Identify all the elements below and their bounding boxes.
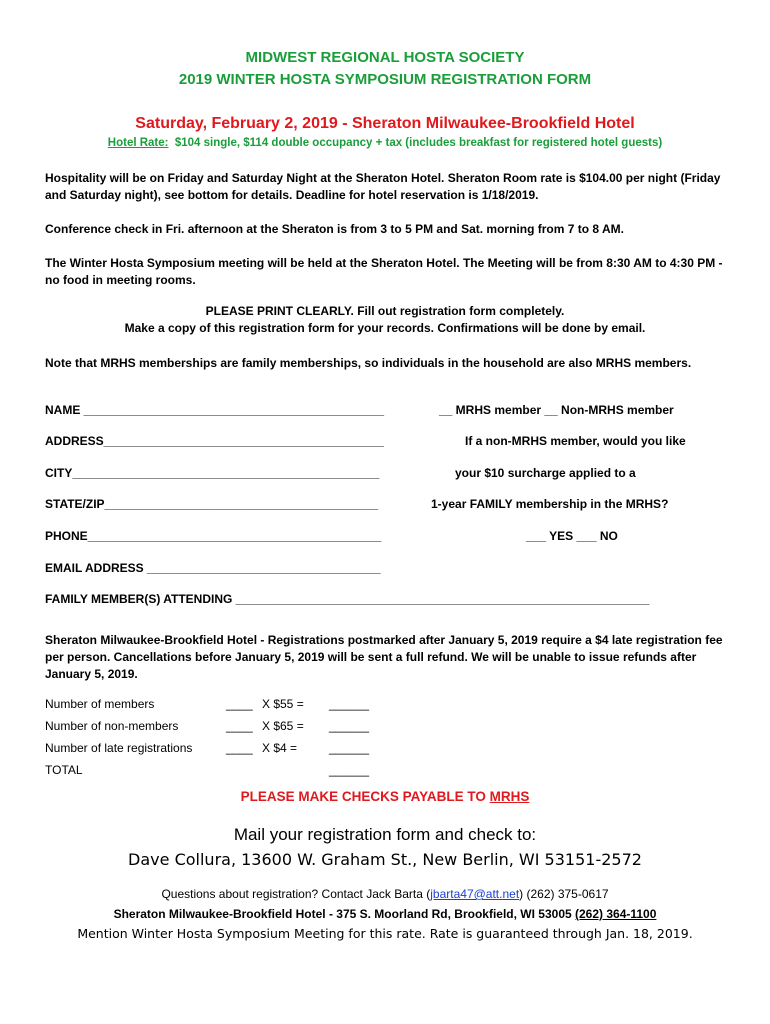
fee-op-nonmembers: X $65 =: [262, 719, 304, 733]
contact-phone-text: ) (262) 375-0617: [519, 887, 609, 901]
checks-payee: MRHS: [489, 789, 530, 804]
membership-question-1: If a non-MRHS member, would you like: [465, 434, 686, 448]
hotel-phone: (262) 364-1100: [575, 907, 657, 921]
email-field[interactable]: EMAIL ADDRESS ___________________________________: [45, 561, 381, 575]
member-status-choice[interactable]: __ MRHS member __ Non-MRHS member: [439, 403, 674, 417]
mail-instruction: Mail your registration form and check to:: [233, 825, 537, 844]
org-title: MIDWEST REGIONAL HOSTA SOCIETY: [245, 49, 525, 66]
fee-label-nonmembers: Number of non-members: [45, 719, 179, 733]
fee-blank-members[interactable]: ____: [226, 697, 253, 711]
fee-total-members[interactable]: ______: [329, 697, 370, 711]
contact-line: [0, 887, 770, 901]
fee-total-nonmembers[interactable]: ______: [329, 719, 370, 733]
membership-question-2: your $10 surcharge applied to a: [455, 466, 636, 480]
hotel-rate-line: [0, 137, 770, 149]
address-field[interactable]: ADDRESS__________________________________________: [45, 434, 384, 448]
contact-text: Questions about registration? Contact Jack Barta (: [161, 887, 431, 901]
fee-blank-nonmembers[interactable]: ____: [226, 719, 253, 733]
hotel-address-line: [0, 907, 770, 921]
membership-note: Note that MRHS memberships are family memberships, so individuals in the household are also MRHS members.: [45, 356, 692, 370]
membership-question-3: 1-year FAMILY membership in the MRHS?: [431, 497, 669, 511]
form-title: 2019 WINTER HOSTA SYMPOSIUM REGISTRATION FORM: [178, 71, 592, 88]
hospitality-paragraph: Hospitality will be on Friday and Saturday Night at the Sheraton Hotel. Sheraton Room rate is $104.00 per night (Friday and Saturday night), see bottom for details. Deadline for hotel reservation is 1/18/2019.: [45, 171, 721, 202]
fee-op-late: X $4 =: [262, 741, 298, 755]
fee-blank-late[interactable]: ____: [226, 741, 253, 755]
copy-form-line: Make a copy of this registration form for your records. Confirmations will be done by email.: [124, 321, 646, 335]
contact-email-link[interactable]: jbarta47@att.net: [430, 887, 520, 901]
family-members-field[interactable]: FAMILY MEMBER(S) ATTENDING ______________________________________________________________: [45, 592, 650, 606]
city-field[interactable]: CITY______________________________________________: [45, 466, 380, 480]
total-label: TOTAL: [45, 763, 83, 777]
mail-address: Dave Collura, 13600 W. Graham St., New Berlin, WI 53151-2572: [128, 850, 642, 869]
fee-label-late: Number of late registrations: [45, 741, 193, 755]
rate-mention-line: Mention Winter Hosta Symposium Meeting for this rate. Rate is guaranteed through Jan. 18, 2019.: [77, 926, 693, 941]
late-registration-paragraph: Sheraton Milwaukee-Brookfield Hotel - Registrations postmarked after January 5, 2019 require a $4 late registration fee per person. Cancellations before January 5, 2019 will be sent a full refund. We will be unable to issue refunds after January 5, 2019.: [45, 633, 723, 681]
meeting-paragraph: The Winter Hosta Symposium meeting will be held at the Sheraton Hotel. The Meeting will be from 8:30 AM to 4:30 PM - no food in meeting rooms.: [45, 256, 723, 287]
state-zip-field[interactable]: STATE/ZIP_________________________________________: [45, 497, 379, 511]
fee-label-members: Number of members: [45, 697, 155, 711]
name-field[interactable]: NAME _____________________________________________: [45, 403, 384, 417]
yes-no-choice[interactable]: ___ YES ___ NO: [526, 529, 618, 543]
hotel-rate-label: Hotel Rate:: [107, 137, 169, 149]
print-clearly-line: PLEASE PRINT CLEARLY. Fill out registration form completely.: [205, 304, 565, 318]
fee-total-late[interactable]: ______: [329, 741, 370, 755]
grand-total-blank[interactable]: ______: [329, 763, 370, 777]
fee-op-members: X $55 =: [262, 697, 304, 711]
checkin-paragraph: Conference check in Fri. afternoon at the Sheraton is from 3 to 5 PM and Sat. morning from 7 to 8 AM.: [45, 222, 624, 236]
checks-payable-text: PLEASE MAKE CHECKS PAYABLE TO: [240, 789, 490, 804]
hotel-rate-text: $104 single, $114 double occupancy + tax (includes breakfast for registered hotel guests): [174, 137, 663, 149]
checks-payable-line: [0, 789, 770, 804]
hotel-address: Sheraton Milwaukee-Brookfield Hotel - 375 S. Moorland Rd, Brookfield, WI 53005: [113, 907, 575, 921]
event-line: Saturday, February 2, 2019 - Sheraton Milwaukee-Brookfield Hotel: [135, 115, 635, 132]
phone-field[interactable]: PHONE____________________________________________: [45, 529, 382, 543]
